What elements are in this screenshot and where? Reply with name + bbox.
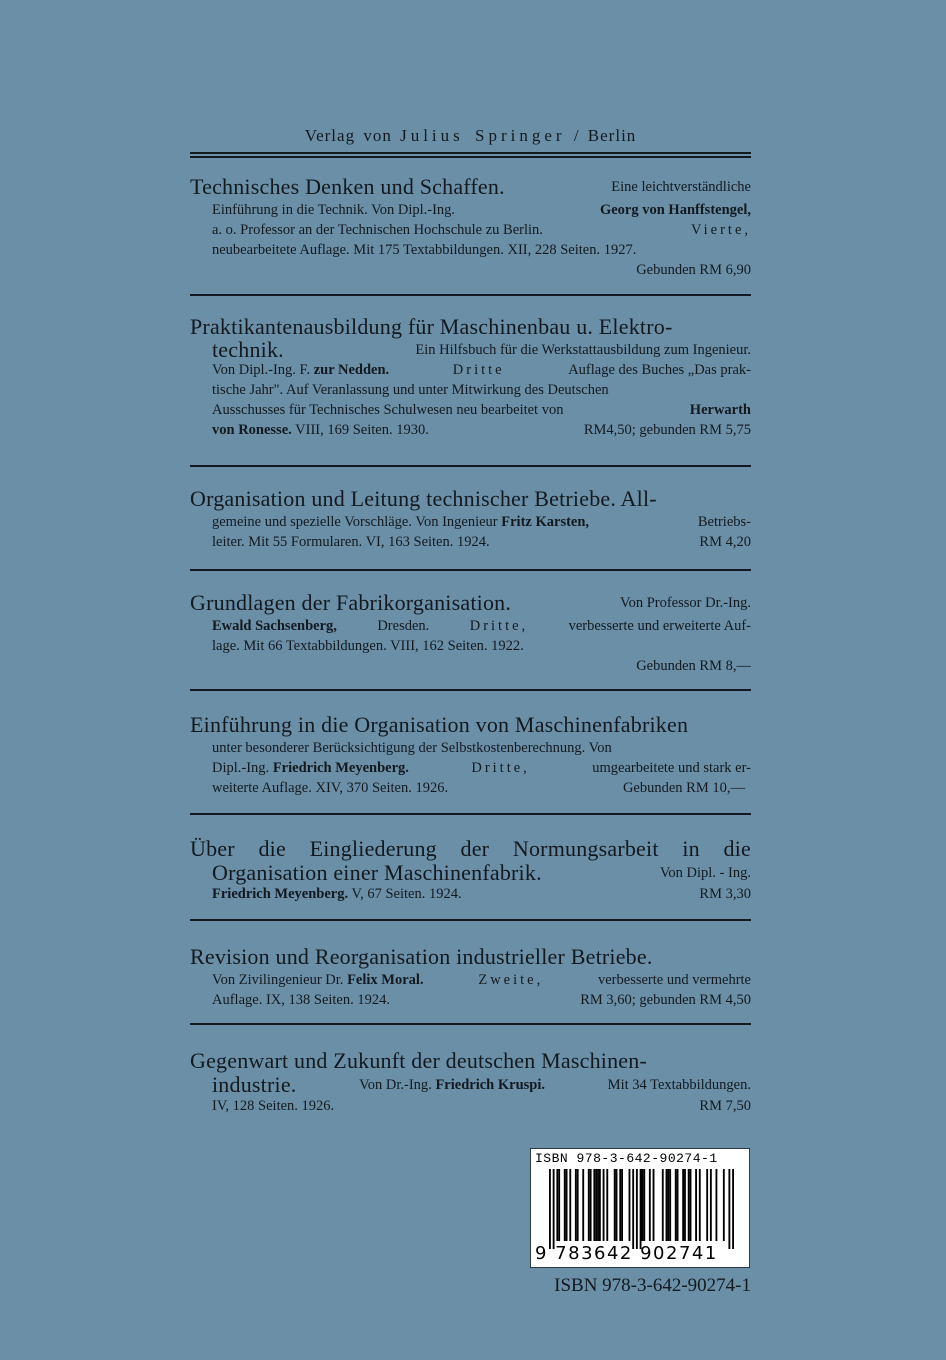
barcode-bar xyxy=(599,1169,601,1241)
book-title: Revision und Reorganisation industrieller Betriebe. xyxy=(190,944,653,969)
price: RM 3,60; gebunden RM 4,50 xyxy=(580,992,751,1008)
barcode-bar xyxy=(669,1169,671,1241)
barcode-bar xyxy=(588,1169,590,1241)
barcode-bar xyxy=(603,1169,605,1241)
price: RM 4,20 xyxy=(699,534,751,550)
author: Friedrich Meyenberg. xyxy=(272,760,409,776)
book-title: Organisation und Leitung technischer Betriebe. All- xyxy=(190,486,657,511)
barcode-bar xyxy=(640,1169,642,1249)
barcode-bar xyxy=(682,1169,684,1241)
barcode-bar xyxy=(723,1169,725,1241)
barcode-bar xyxy=(556,1169,558,1241)
header-double-rule xyxy=(190,152,751,158)
barcode-bar xyxy=(688,1169,690,1241)
book-title: Technisches Denken und Schaffen. xyxy=(190,174,505,199)
barcode-bar xyxy=(593,1169,595,1241)
barcode-bar xyxy=(549,1169,551,1249)
barcode-bar xyxy=(616,1169,618,1241)
author: Friedrich Meyenberg. xyxy=(212,886,349,902)
book-entry: Einführung in die Organisation von Maschinenfabriken unter besonderer Berücksichtigung der Selbstkostenberechnung. Von Dipl.-Ing. Friedrich Meyenberg. Dritte, umgearbeitete und stark er- weiterte Auflage. XIV, 370 Seiten. 1926. Gebunden RM 10,— xyxy=(190,712,751,796)
divider xyxy=(190,569,751,571)
barcode-bar xyxy=(643,1169,645,1241)
barcode-bar xyxy=(621,1169,623,1241)
author: zur Nedden. xyxy=(313,362,390,378)
price: RM 7,50 xyxy=(699,1098,751,1114)
barcode-bar xyxy=(614,1169,616,1241)
barcode-bar xyxy=(553,1169,555,1249)
barcode-bar xyxy=(577,1169,579,1241)
barcode-bar xyxy=(667,1169,669,1241)
book-entry: Revision und Reorganisation industrieller Betriebe. Von Zivilingenieur Dr. Felix Moral. Zweite, verbesserte und vermehrte Auflage. IX, 138 Seiten. 1924. RM 3,60; gebunden RM 4,50 xyxy=(190,944,751,1008)
divider xyxy=(190,294,751,296)
barcode-isbn-label: ISBN 978-3-642-90274-1 xyxy=(535,1151,718,1166)
barcode-bar xyxy=(662,1169,664,1241)
book-title: Praktikantenausbildung für Maschinenbau u. Elektro- xyxy=(190,314,673,339)
publisher-separator: / xyxy=(573,126,580,145)
barcode-bar xyxy=(690,1169,692,1241)
barcode-bar xyxy=(716,1169,718,1241)
barcode-bar xyxy=(675,1169,677,1241)
price: Gebunden RM 8,— xyxy=(636,658,751,674)
isbn-text: ISBN 978-3-642-90274-1 xyxy=(554,1275,751,1296)
barcode-bar xyxy=(569,1169,571,1241)
publisher-prefix: Verlag von xyxy=(304,126,392,145)
barcode-bar xyxy=(666,1169,668,1241)
barcode-bar xyxy=(642,1169,644,1241)
barcode-bar xyxy=(728,1169,730,1249)
barcode-bar xyxy=(732,1169,734,1249)
barcode-bar xyxy=(695,1169,697,1241)
book-entry: Organisation und Leitung technischer Betriebe. All- gemeine und spezielle Vorschläge. Von Ingenieur Fritz Karsten, Betriebs- leiter. Mit 55 Formularen. VI, 163 Seiten. 1924. RM 4,20 xyxy=(190,486,751,550)
barcode-bar xyxy=(582,1169,584,1241)
book-entry: Gegenwart und Zukunft der deutschen Maschinen- industrie. Von Dr.-Ing. Friedrich Kruspi. Mit 34 Textabbildungen. IV, 128 Seiten. 1926. RM 7,50 xyxy=(190,1048,751,1114)
barcode-bar xyxy=(558,1169,560,1241)
barcode-bar xyxy=(564,1169,566,1241)
barcode-bar xyxy=(684,1169,686,1241)
barcode-bar xyxy=(595,1169,597,1241)
barcode-bar xyxy=(590,1169,592,1241)
publisher-line xyxy=(190,126,751,146)
book-title: Grundlagen der Fabrikorganisation. xyxy=(190,590,512,615)
barcode-bar xyxy=(636,1169,638,1249)
price: RM4,50; gebunden RM 5,75 xyxy=(583,422,751,438)
book-entry: Über die Eingliederung der Normungsarbeit in die Organisation einer Maschinenfabrik. Von Dipl. - Ing. Friedrich Meyenberg. V, 67 Seiten. 1924. RM 3,30 xyxy=(190,836,751,902)
barcode-bar xyxy=(632,1169,634,1249)
book-entry: Praktikantenausbildung für Maschinenbau u. Elektro- technik. Ein Hilfsbuch für die Werkstattausbildung zum Ingenieur. Von Dipl.-Ing. F. zur Nedden. Dritte Auflage des Buches „Das prak- tische Jahr". Auf Veranlassung und unter Mitwirkung des Deutschen Ausschusses für Technisches Schulwesen neu bearbeitet von Herwarth von Ronesse. VIII, 169 Seiten. 1930. RM4,50; gebunden RM 5,75 xyxy=(190,314,751,438)
author: Friedrich Kruspi. xyxy=(435,1077,545,1093)
book-title: Einführung in die Organisation von Maschinenfabriken xyxy=(190,712,689,737)
barcode-bar xyxy=(566,1169,568,1241)
barcode-bar xyxy=(619,1169,621,1241)
divider xyxy=(190,813,751,815)
divider xyxy=(190,689,751,691)
author: Felix Moral. xyxy=(347,972,424,988)
author: Fritz Karsten, xyxy=(501,514,590,530)
barcode-bar xyxy=(706,1169,708,1241)
publisher-city: Berlin xyxy=(587,126,637,145)
divider xyxy=(190,465,751,467)
barcode-bar xyxy=(597,1169,599,1241)
author: Ewald Sachsenberg, xyxy=(212,618,337,634)
barcode-bar xyxy=(677,1169,679,1241)
price: RM 3,30 xyxy=(699,886,751,902)
book-entry: Technisches Denken und Schaffen. Eine leichtverständliche Einführung in die Technik. Von Dipl.-Ing. Georg von Hanffstengel, a. o. Professor an der Technischen Hochschule zu Berlin. Vierte, neubearbeitete Auflage. Mit 175 Textabbildungen. XII, 228 Seiten. 1927. Gebunden RM 6,90 xyxy=(190,174,751,278)
isbn-barcode xyxy=(530,1148,750,1268)
book-title: Gegenwart und Zukunft der deutschen Maschinen- xyxy=(190,1048,647,1073)
barcode-bar xyxy=(699,1169,701,1241)
author: Georg von Hanffstengel, xyxy=(599,202,751,218)
barcode-digits: 9 783642 902741 xyxy=(535,1243,718,1264)
barcode-bar xyxy=(575,1169,577,1241)
book-title: Über die Eingliederung der Normungsarbeit in die xyxy=(190,836,751,861)
publisher-name: Julius Springer xyxy=(400,126,566,145)
divider xyxy=(190,919,751,921)
barcode-bar xyxy=(649,1169,651,1241)
barcode-bar xyxy=(653,1169,655,1241)
divider xyxy=(190,1023,751,1025)
book-entry: Grundlagen der Fabrikorganisation. Von Professor Dr.-Ing. Ewald Sachsenberg, Dresden. Dritte, verbesserte und erweiterte Auf- lage. Mit 66 Textabbildungen. VIII, 162 Seiten. 1922. Gebunden RM 8,— xyxy=(190,590,751,674)
barcode-bar xyxy=(629,1169,631,1241)
barcode-bar xyxy=(606,1169,608,1241)
price: Gebunden RM 10,— xyxy=(622,780,745,796)
price: Gebunden RM 6,90 xyxy=(636,262,751,278)
barcode-bar xyxy=(710,1169,712,1241)
